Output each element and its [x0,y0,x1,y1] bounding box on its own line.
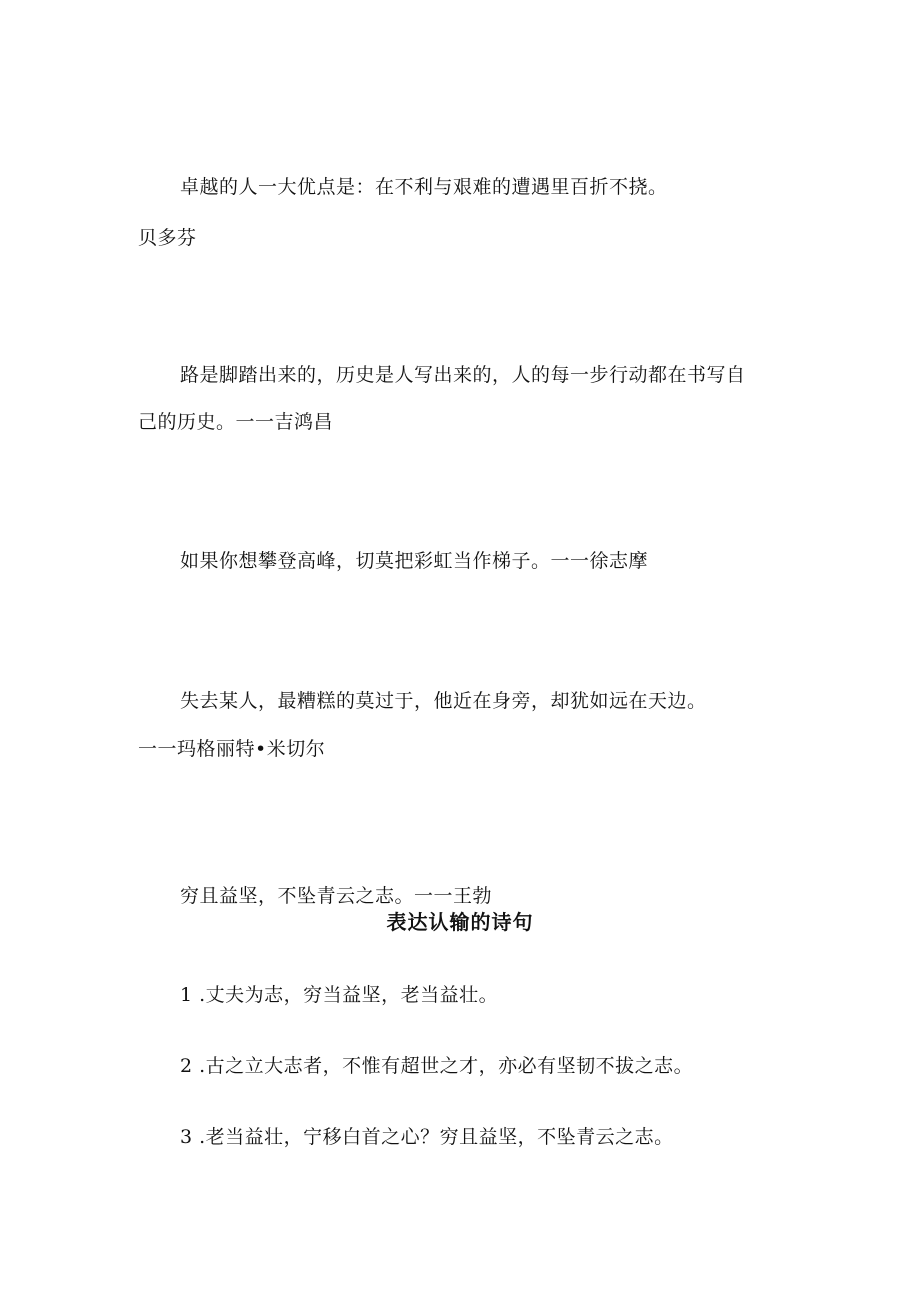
quote-2-line-1: 路是脚踏出来的，历史是人写出来的，人的每一步行动都在书写自 [180,364,746,386]
section-title: 表达认输的诗句 [386,910,534,934]
quote-5-line-1: 穷且益坚，不坠青云之志。一一王勃 [180,885,493,907]
quote-4-line-1: 失去某人，最糟糕的莫过于，他近在身旁，却犹如远在天边。 [180,690,707,712]
quote-1-line-2: 贝多芬 [138,227,197,249]
quote-2-line-2: 己的历史。一一吉鸿昌 [138,411,334,433]
quote-3-line-1: 如果你想攀登高峰，切莫把彩虹当作梯子。一一徐志摩 [180,550,649,572]
poem-item-3: 3 .老当益壮，宁移白首之心？穷且益坚，不坠青云之志。 [180,1126,674,1148]
poem-item-2: 2 .古之立大志者，不惟有超世之才，亦必有坚韧不拔之志。 [180,1055,694,1077]
poem-item-1: 1 .丈夫为志，穷当益坚，老当益壮。 [180,984,499,1006]
quote-1-line-1: 卓越的人一大优点是：在不利与艰难的遭遇里百折不挠。 [180,176,668,198]
quote-4-line-2: 一一玛格丽特•米切尔 [138,738,326,760]
